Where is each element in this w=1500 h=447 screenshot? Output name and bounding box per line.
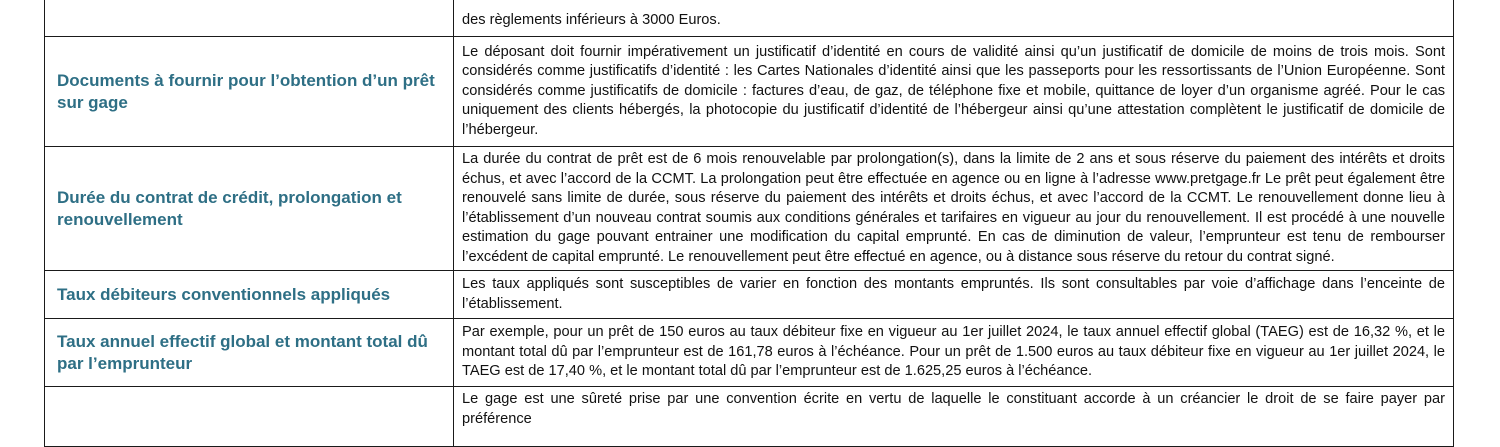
table-row [45,387,1454,447]
terms-table [44,0,1454,447]
row-text: La durée du contrat de prêt est de 6 mois renouvelable par prolongation(s), dans la limite de 2 ans et sous réserve du paiement des intérêts et droits échus, et avec l’accord de la CCMT. La prolongation peut être effectuée en agence ou en ligne à l’adresse www.pretgage.fr Le prêt peut également être renouvelé sans limite de durée, sous réserve du paiement des intérêts et droits échus, et avec l’accord de la CCMT. Le renouvellement donne lieu à l’établissement d’un nouveau contrat soumis aux conditions générales et tarifaires en vigueur au jour du renouvellement. Il est procédé à une nouvelle estimation du gage pouvant entrainer une modification du capital emprunté. En cas de diminution de valeur, l’emprunteur est tenu de rembourser l’excédent de capital emprunté. Le renouvellement peut être effectué en agence, ou à distance sous réserve du retour du contrat signé. [454,147,1454,271]
row-text: des règlements inférieurs à 3000 Euros. [454,0,1454,37]
table-row [45,147,1454,271]
row-label: Documents à fournir pour l’obtention d’un prêt sur gage [45,37,454,147]
row-text: Le déposant doit fournir impérativement un justificatif d’identité en cours de validité ainsi qu’un justificatif de domicile de moins de trois mois. Sont considérés comme justificatifs d’identité : les Cartes Nationales d’identité ainsi que les passeports pour les ressortissants de l’Union Européenne. Sont considérés comme justificatifs de domicile : factures d’eau, de gaz, de téléphone fixe et mobile, quittance de loyer d’un organisme agréé. Pour le cas uniquement des clients hébergés, la photocopie du justificatif d’identité de l’hébergeur ainsi qu’une attestation complètent le justificatif de domicile de l’hébergeur. [454,37,1454,147]
row-text: Par exemple, pour un prêt de 150 euros au taux débiteur fixe en vigueur au 1er juillet 2024, le taux annuel effectif global (TAEG) est de 16,32 %, et le montant total dû par l’emprunteur est de 161,78 euros à l’échéance. Pour un prêt de 1.500 euros au taux débiteur fixe en vigueur au 1er juillet 2024, le TAEG est de 17,40 %, et le montant total dû par l’emprunteur est de 1.625,25 euros à l’échéance. [454,319,1454,387]
table-row [45,37,1454,147]
table-row [45,271,1454,319]
table-row [45,319,1454,387]
row-label [45,0,454,37]
row-label: Taux débiteurs conventionnels appliqués [45,271,454,319]
row-label: Durée du contrat de crédit, prolongation et renouvellement [45,147,454,271]
row-text: Le gage est une sûreté prise par une convention écrite en vertu de laquelle le constituant accorde à un créancier le droit de se faire payer par préférence [454,387,1454,447]
row-text: Les taux appliqués sont susceptibles de varier en fonction des montants empruntés. Ils sont consultables par voie d’affichage dans l’enceinte de l’établissement. [454,271,1454,319]
table-row [45,0,1454,37]
row-label: Taux annuel effectif global et montant total dû par l’emprunteur [45,319,454,387]
row-label [45,387,454,447]
